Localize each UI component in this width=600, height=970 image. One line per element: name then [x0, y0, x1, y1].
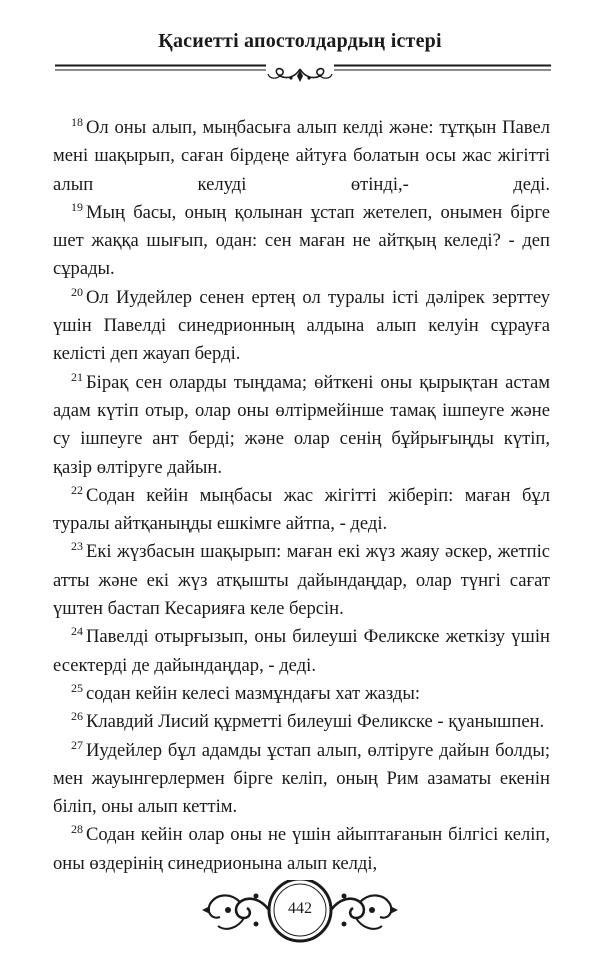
verse-number: 26	[71, 709, 83, 724]
verse-number: 18	[71, 115, 83, 129]
verse-22	[53, 482, 550, 539]
verse-24	[53, 623, 550, 680]
verse-number: 22	[71, 482, 83, 497]
verse-21	[53, 369, 550, 482]
verse-text: Клавдий Лисий құрметті билеуші Феликске - қуанышпен.	[86, 711, 545, 733]
verse-text: Бірақ сен оларды тыңдама; өйткені оны қырықтан астам адам күтіп отыр, олар оны өлтірмейінше тамақ ішпеуге және су ішпеуге ант берді; және олар сенің бұйрығыңды күтіп, қазір өлтіруге дайын.	[53, 371, 550, 478]
verse-23	[53, 538, 550, 623]
verse-number: 23	[71, 539, 83, 554]
verse-28	[53, 821, 550, 878]
verse-text: Ол оны алып, мыңбасыға алып келді және: тұтқын Павел мені шақырып, саған бірдеңе айтуға болатын осы жас жігітті алып келуді өтінді,- деді.	[53, 117, 550, 195]
verse-text: Ол Иудейлер сенен ертең ол туралы істі дәлірек зерттеу үшін Павелді синедрионның алдына алып келуін сұрауға келісті деп жауап берді.	[53, 286, 550, 365]
scripture-body	[53, 114, 550, 878]
verse-text: содан кейін келесі мазмұндағы хат жазды:	[86, 682, 421, 704]
verse-number: 19	[71, 199, 83, 214]
verse-number: 24	[71, 624, 83, 639]
verse-text: Екі жүзбасын шақырып: маған екі жүз жаяу әскер, жетпіс атты және екі жүз атқышты дайындаңдар, олар түнгі сағат үштен бастап Кесарияға келе берсін.	[53, 541, 550, 620]
verse-number: 20	[71, 284, 83, 299]
verse-25	[53, 680, 550, 708]
running-header-title: Қасиетті апостолдардың істері	[158, 30, 442, 52]
verse-20	[53, 284, 550, 369]
verse-27	[53, 737, 550, 822]
verse-text: Иудейлер бұл адамды ұстап алып, өлтіруге дайын болды; мен жауынгерлермен бірге келіп, оның Рим азаматы екенін біліп, оны алып кеттім.	[53, 739, 550, 818]
verse-text: Мың басы, оның қолынан ұстап жетелеп, онымен бірге шет жаққа шығып, одан: сен маған не айтқың келеді? - деп сұрады.	[53, 201, 550, 280]
verse-text: Содан кейін мыңбасы жас жігітті жіберіп: маған бұл туралы айтқаныңды ешкімге айтпа, - деді.	[53, 484, 550, 535]
verse-26	[53, 708, 550, 736]
page-number: 442	[288, 900, 312, 917]
verse-18	[53, 114, 550, 199]
verse-number: 27	[71, 737, 83, 752]
verse-number: 21	[71, 369, 83, 384]
verse-number: 25	[71, 680, 83, 695]
verse-text: Содан кейін олар оны не үшін айыптағанын білгісі келіп, оны өздерінің синедрионына алып келді,	[53, 824, 550, 874]
verse-number: 28	[71, 822, 83, 837]
header-ornament	[266, 64, 334, 86]
verse-text: Павелді отырғызып, оны билеуші Феликске жеткізу үшін есектерді де дайындаңдар, - деді.	[53, 626, 550, 676]
verse-19	[53, 199, 550, 284]
